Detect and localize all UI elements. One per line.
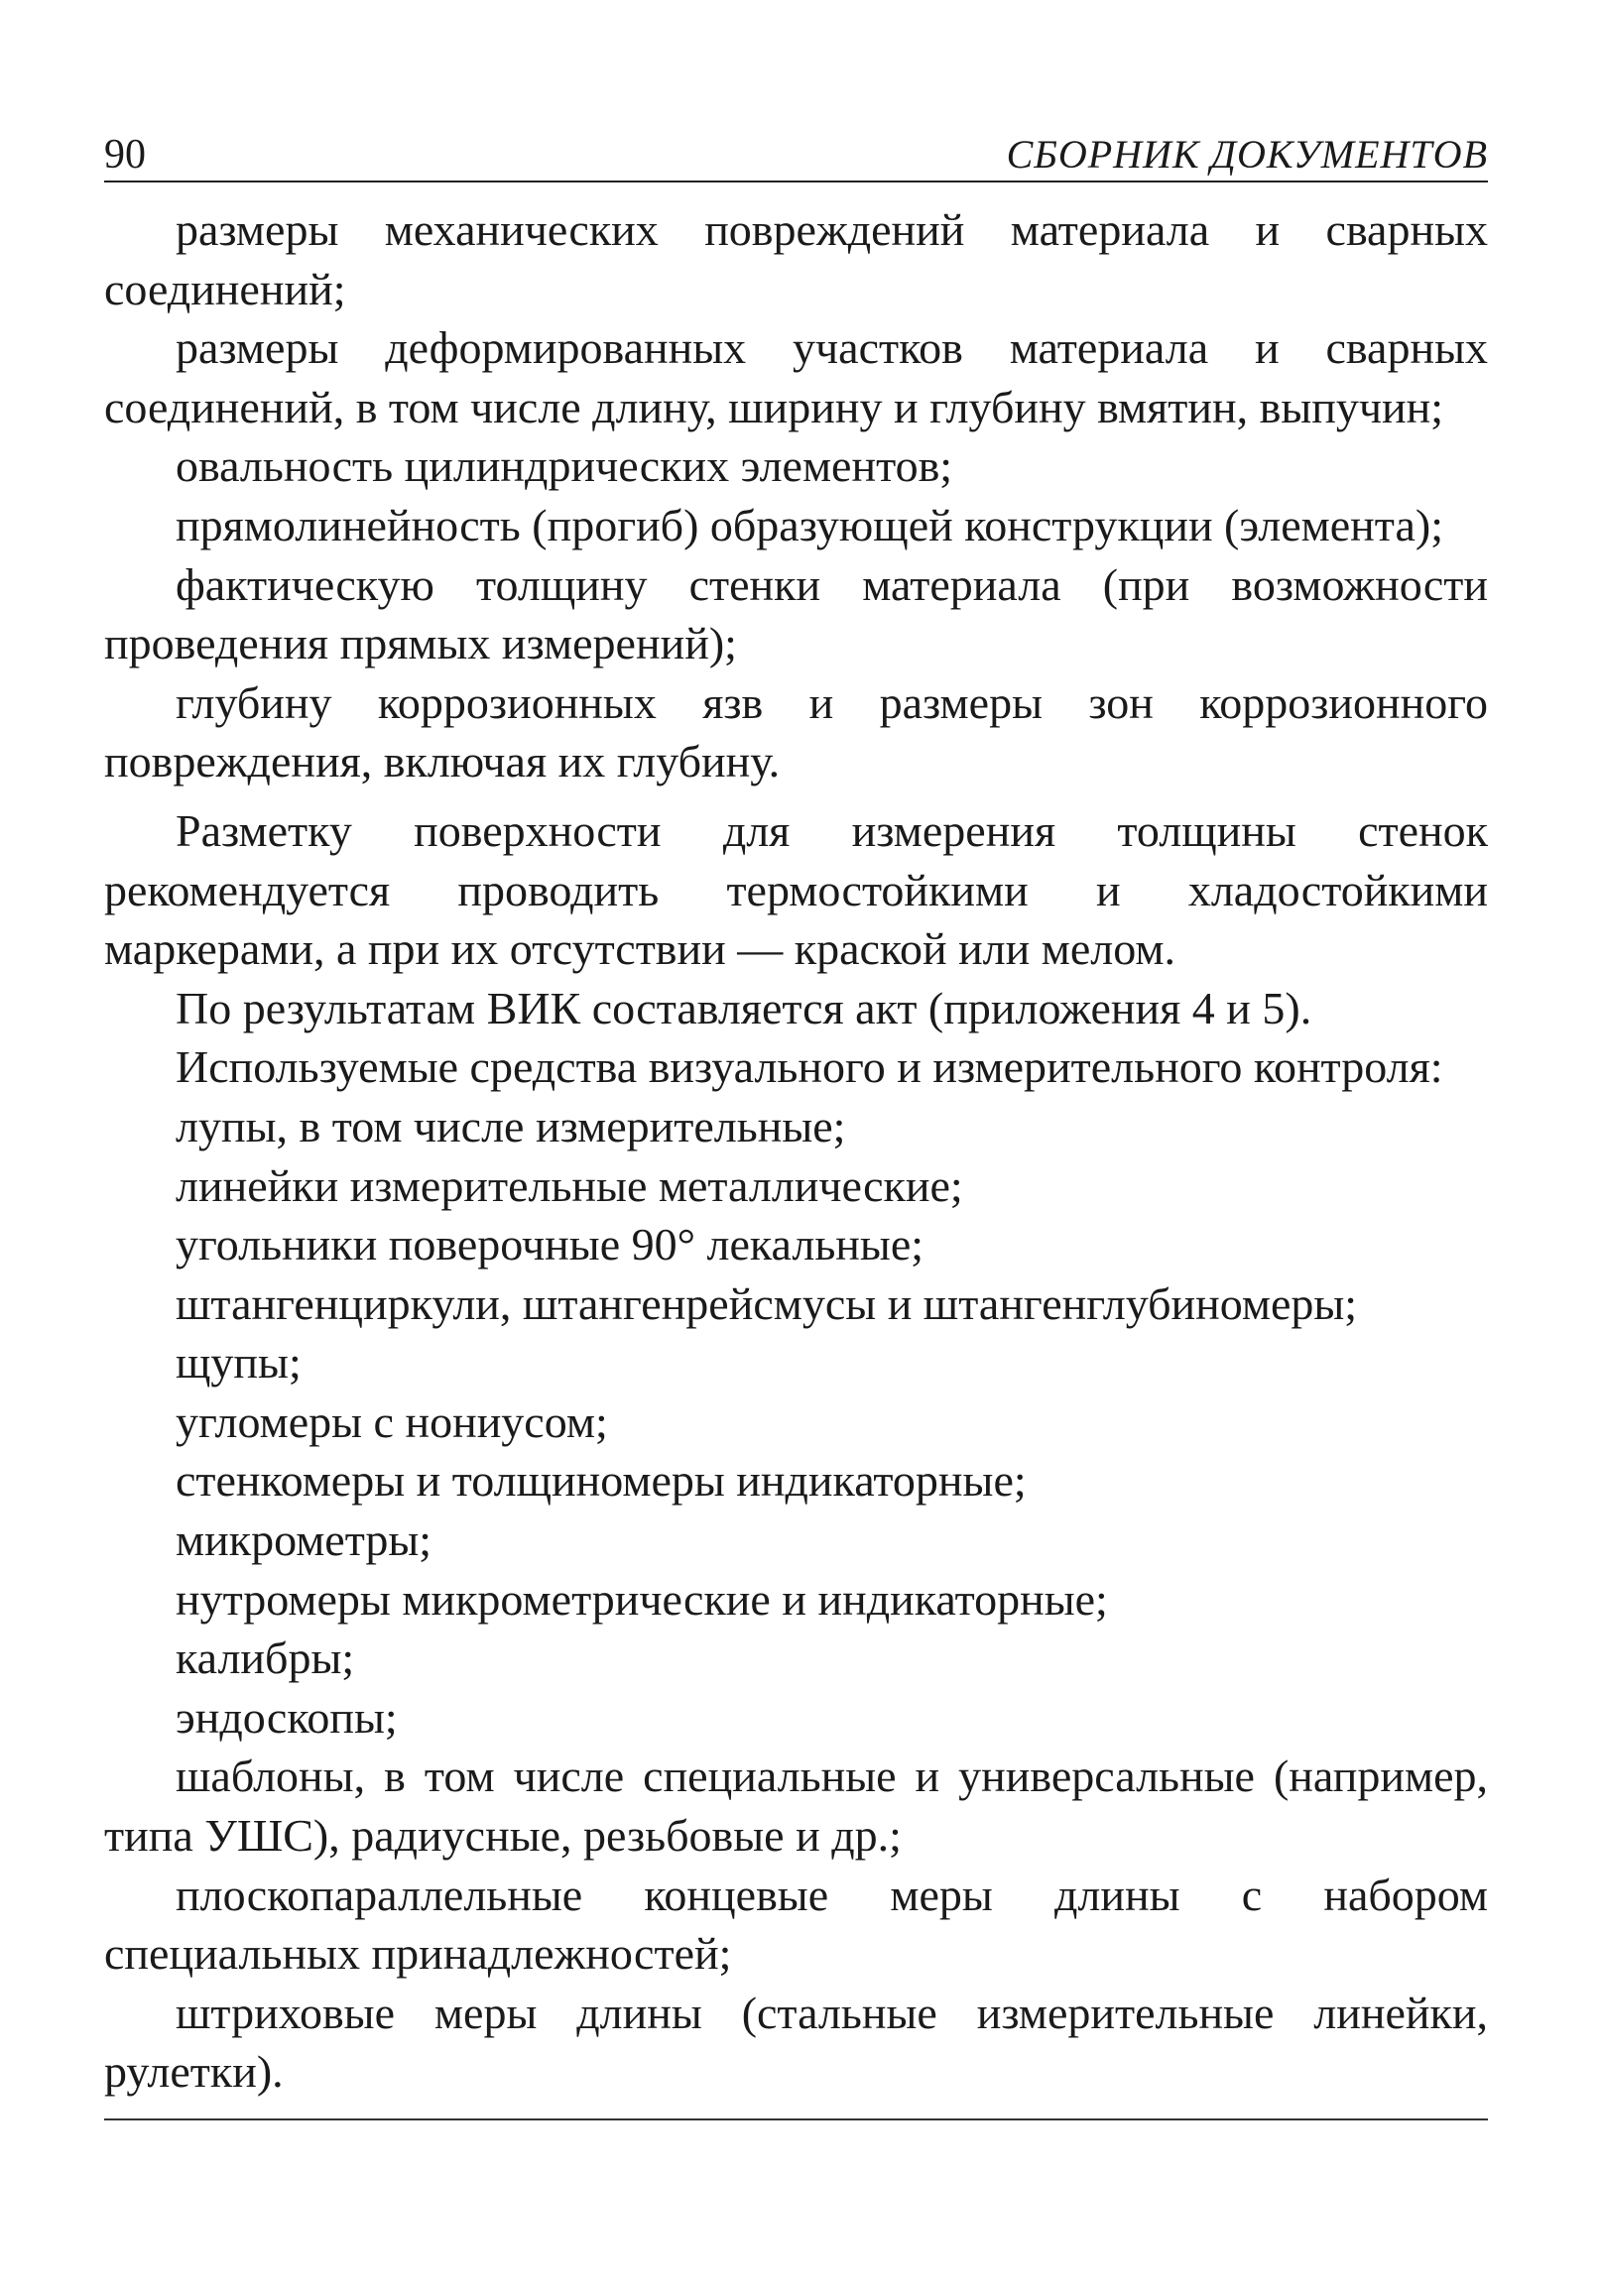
paragraph: По результатам ВИК составляется акт (приложения 4 и 5). [176,982,1312,1033]
list-item: эндоскопы; [176,1691,398,1743]
paragraph: Используемые средства визуального и измерительного контроля: [176,1041,1443,1093]
paragraph: глубину коррозионных язв и размеры зон коррозионного повреждения, включая их глубину. [104,676,1488,787]
page-number: 90 [104,132,146,178]
list-item: щупы; [176,1337,302,1389]
running-title: СБОРНИК ДОКУМЕНТОВ [1006,132,1488,177]
list-item: микрометры; [176,1514,432,1566]
paragraph: размеры механических повреждений материала и сварных соединений; [104,204,1488,314]
list-item: шаблоны, в том числе специальные и универсальные (например, типа УШС), радиусные, резьбовые и др.; [104,1751,1488,1862]
list-item: угломеры с нониусом; [176,1395,608,1447]
body-text [104,200,1488,2102]
list-item: калибры; [176,1632,355,1684]
list-item: штриховые меры длины (стальные измерительные линейки, рулетки). [104,1987,1488,2098]
paragraph: фактическую толщину стенки материала (при возможности проведения прямых измерений); [104,558,1488,669]
paragraph: Разметку поверхности для измерения толщины стенок рекомендуется проводить термостойкими и хладостойкими маркерами, а при их отсутствии — краской или мелом. [104,804,1488,975]
paragraph: овальность цилиндрических элементов; [176,440,953,492]
list-item: линейки измерительные металлические; [176,1159,963,1211]
list-item: нутромеры микрометрические и индикаторные; [176,1573,1108,1625]
list-item: плоскопараллельные концевые меры длины с набором специальных принадлежностей; [104,1869,1488,1980]
list-item: штангенциркули, штангенрейсмусы и штангенглубиномеры; [176,1277,1358,1329]
list-item: угольники поверочные 90° лекальные; [176,1219,924,1270]
footer-rule [104,2118,1488,2120]
list-item: лупы, в том числе измерительные; [176,1100,846,1151]
paragraph: прямолинейность (прогиб) образующей конструкции (элемента); [176,499,1443,550]
page-header [104,129,1488,182]
list-item: стенкомеры и толщиномеры индикаторные; [176,1455,1027,1507]
paragraph: размеры деформированных участков материала и сварных соединений, в том числе длину, ширину и глубину вмятин, выпучин; [104,322,1488,432]
